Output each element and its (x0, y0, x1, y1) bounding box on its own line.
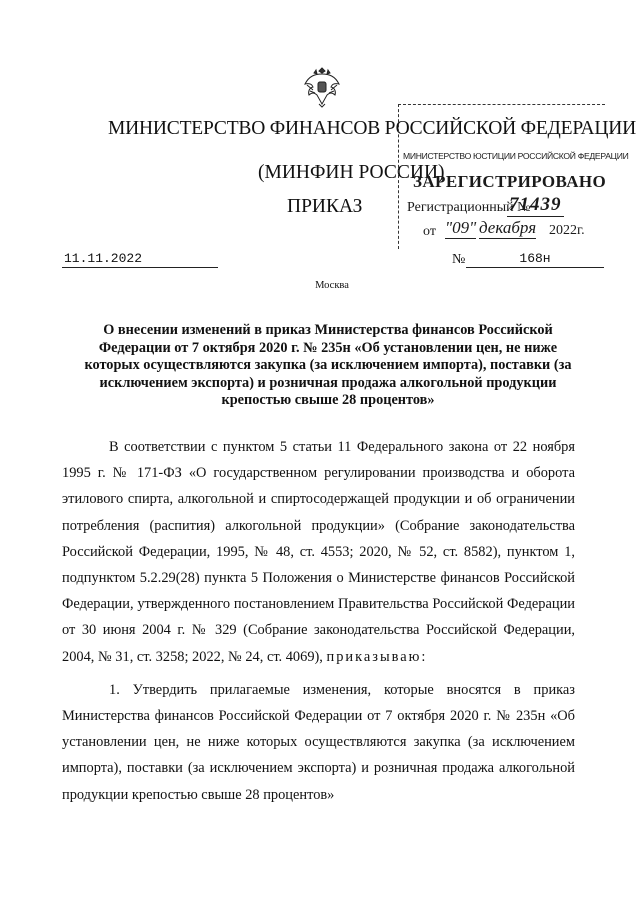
document-title: О внесении изменений в приказ Министерства финансов Российской Федерации от 7 октября 2020 г. № 235н «Об установлении цен, не ниже которых осуществляются закупка (за исключением импорта), поставки (за исключением экспорта) и розничная продажа алкогольной продукции крепостью свыше 28 процентов» (84, 322, 572, 409)
registration-stamp (398, 104, 629, 249)
paragraph-item-1: 1. Утвердить прилагаемые изменения, которые вносятся в приказ Министерства финансов Российской Федерации от 7 октября 2020 г. № 235н «Об установлении цен, не ниже которых осуществляются закупка (за исключением импорта), поставки (за исключением экспорта) и розничная продажа алкогольной продукции крепостью свыше 28 процентов» (62, 681, 575, 803)
ministry-short-name: (МИНФИН РОССИИ) (258, 162, 445, 183)
coat-of-arms-emblem (303, 64, 341, 108)
stamp-status: ЗАРЕГИСТРИРОВАНО (413, 172, 607, 191)
stamp-ministry: МИНИСТЕРСТВО ЮСТИЦИИ РОССИЙСКОЙ ФЕДЕРАЦИИ (403, 151, 629, 161)
stamp-reg-label: Регистрационный № (407, 200, 531, 215)
ministry-name: МИНИСТЕРСТВО ФИНАНСОВ РОССИЙСКОЙ ФЕДЕРАЦИИ (108, 118, 637, 139)
stamp-reg-number: 71439 (509, 194, 562, 215)
stamp-date-year: 2022г. (549, 223, 585, 238)
city: Москва (315, 280, 349, 291)
order-number: 168н (466, 251, 604, 268)
document-body (62, 434, 575, 808)
stamp-date-day: "09" (445, 218, 477, 237)
order-word: приказываю: (326, 648, 428, 665)
preamble-text: В соответствии с пунктом 5 статьи 11 Федерального закона от 22 ноября 1995 г. № 171-ФЗ «О государственном регулировании производства и оборота этилового спирта, алкогольной и спиртосодержащей продукции и об ограничении потребления (распития) алкогольной продукции» (Собрание законодательства Российской Федерации, 1995, № 48, ст. 4553; 2020, № 52, ст. 8582), пунктом 1, подпунктом 5.2.29(28) пункта 5 Положения о Министерстве финансов Российской Федерации, утвержденного постановлением Правительства Российской Федерации от 30 июня 2004 г. № 329 (Собрание законодательства Российской Федерации, 2004, № 31, ст. 3258; 2022, № 24, ст. 4069), (62, 439, 575, 665)
order-number-label: № (452, 252, 466, 267)
order-date: 11.11.2022 (62, 251, 218, 268)
document-type: ПРИКАЗ (287, 196, 363, 217)
paragraph-preamble (62, 434, 575, 670)
stamp-date-month: декабря (479, 218, 537, 237)
stamp-date-prefix: от (423, 224, 436, 239)
